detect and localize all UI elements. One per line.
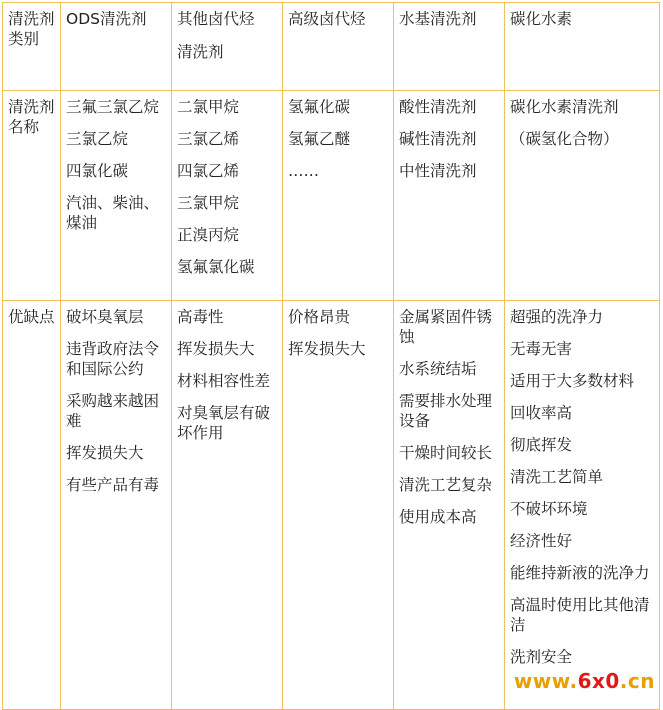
list-item: 二氯甲烷 [177, 98, 240, 116]
list-item: 超强的洗净力 [510, 308, 604, 326]
cleaning-agent-comparison-table [2, 2, 660, 710]
header-text: 高级卤代烃 [288, 10, 366, 28]
list-item: 清洗工艺复杂 [399, 476, 493, 494]
header-cell-ods [61, 3, 172, 91]
list-item: 破坏臭氧层 [66, 308, 144, 326]
list-item: 需要排水处理设备 [399, 392, 493, 430]
names-cell-water-based [394, 91, 505, 301]
header-text: 水基清洗剂 [399, 10, 477, 28]
list-item: 正溴丙烷 [177, 226, 240, 244]
header-row [3, 3, 660, 91]
pros-cons-cell-ods [61, 301, 172, 710]
watermark-suffix: .cn [619, 669, 655, 693]
names-label: 清洗剂名称 [8, 98, 55, 136]
row-label-cell [3, 91, 61, 301]
list-item: 氢氟化碳 [288, 98, 351, 116]
pros-cons-cell-other-halocarbon [172, 301, 283, 710]
pros-cons-row [3, 301, 660, 710]
pros-cons-cell-advanced-halocarbon [283, 301, 394, 710]
header-cell-advanced-halocarbon [283, 3, 394, 91]
header-text: 清洗剂 [177, 43, 224, 61]
list-item: 金属紧固件锈蚀 [399, 308, 493, 346]
pros-cons-cell-hydrocarbon [505, 301, 660, 710]
header-text: ODS清洗剂 [66, 10, 147, 28]
header-text: 其他卤代烃 [177, 10, 255, 28]
list-item: 汽油、柴油、煤油 [66, 194, 160, 232]
watermark-prefix: www. [513, 669, 578, 693]
list-item: 能维持新液的洗净力 [510, 564, 650, 582]
list-item: 中性清洗剂 [399, 162, 477, 180]
list-item: 清洗工艺简单 [510, 468, 604, 486]
list-item: …… [288, 162, 319, 180]
list-item: 三氯甲烷 [177, 194, 240, 212]
list-item: 干燥时间较长 [399, 444, 493, 462]
list-item: 违背政府法令和国际公约 [66, 340, 160, 378]
list-item: 挥发损失大 [177, 340, 255, 358]
list-item: 材料相容性差 [177, 372, 271, 390]
list-item: 三氯乙烷 [66, 130, 129, 148]
list-item: 价格昂贵 [288, 308, 351, 326]
list-item: 回收率高 [510, 404, 573, 422]
names-cell-ods [61, 91, 172, 301]
list-item: 无毒无害 [510, 340, 573, 358]
list-item: 氢氟乙醚 [288, 130, 351, 148]
list-item: 使用成本高 [399, 508, 477, 526]
list-item: 水系统结垢 [399, 360, 477, 378]
category-label: 清洗剂类别 [8, 10, 55, 48]
row-label-cell [3, 3, 61, 91]
names-cell-hydrocarbon [505, 91, 660, 301]
list-item: 采购越来越困难 [66, 392, 160, 430]
list-item: 高毒性 [177, 308, 224, 326]
list-item: 碳化水素清洗剂 [510, 98, 619, 116]
list-item: 挥发损失大 [66, 444, 144, 462]
list-item: 三氟三氯乙烷 [66, 98, 160, 116]
names-cell-other-halocarbon [172, 91, 283, 301]
list-item: 有些产品有毒 [66, 476, 160, 494]
watermark-brand: 6x0 [577, 669, 620, 693]
list-item: 三氯乙烯 [177, 130, 240, 148]
list-item: 适用于大多数材料 [510, 372, 635, 390]
site-watermark [514, 669, 655, 693]
row-label-cell [3, 301, 61, 710]
list-item: 彻底挥发 [510, 436, 573, 454]
list-item: 不破坏环境 [510, 500, 588, 518]
list-item: 高温时使用比其他清洁 [510, 596, 650, 634]
list-item: 四氯乙烯 [177, 162, 240, 180]
list-item: （碳氢化合物） [510, 130, 619, 148]
pros-cons-label: 优缺点 [8, 308, 55, 326]
list-item: 挥发损失大 [288, 340, 366, 358]
list-item: 经济性好 [510, 532, 573, 550]
header-text: 碳化水素 [510, 10, 573, 28]
list-item: 洗剂安全 [510, 648, 573, 666]
header-cell-hydrocarbon [505, 3, 660, 91]
list-item: 四氯化碳 [66, 162, 129, 180]
names-row [3, 91, 660, 301]
list-item: 对臭氧层有破坏作用 [177, 404, 271, 442]
list-item: 氢氟氯化碳 [177, 258, 255, 276]
pros-cons-cell-water-based [394, 301, 505, 710]
list-item: 碱性清洗剂 [399, 130, 477, 148]
names-cell-advanced-halocarbon [283, 91, 394, 301]
header-cell-water-based [394, 3, 505, 91]
header-cell-other-halocarbon [172, 3, 283, 91]
list-item: 酸性清洗剂 [399, 98, 477, 116]
